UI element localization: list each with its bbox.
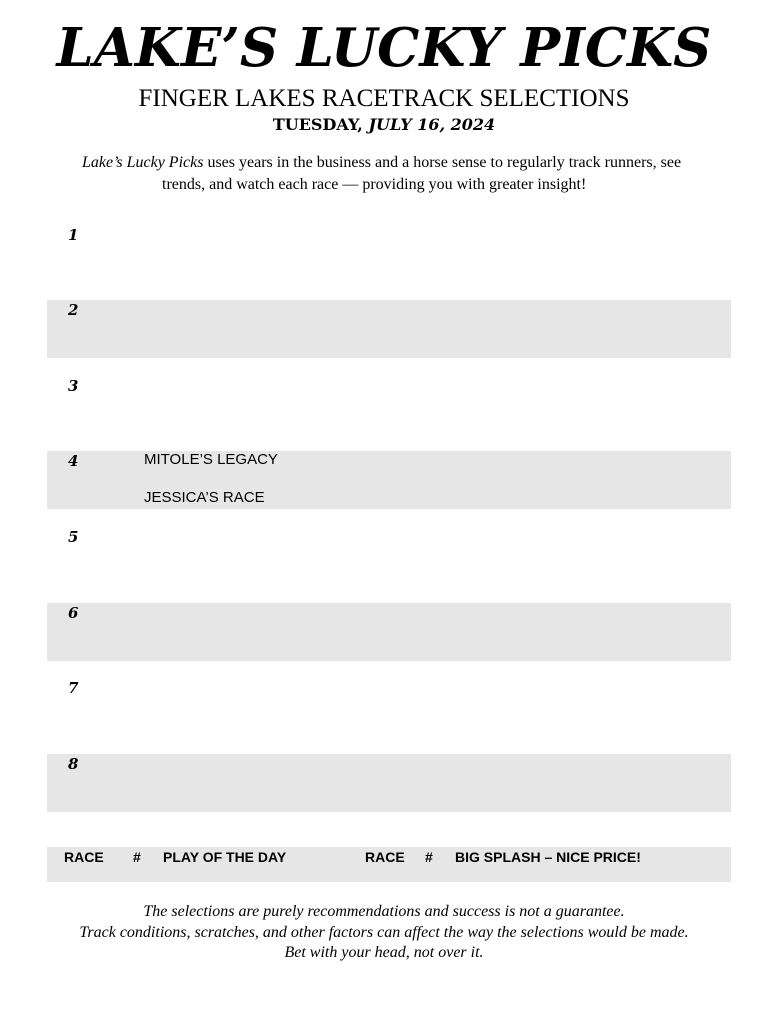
race-day: TUESDAY, [272, 115, 363, 134]
intro-line-1-text: uses years in the business and a horse sense to regularly track runners, see [203, 154, 682, 171]
race-date [0, 115, 768, 135]
race-number: 2 [68, 301, 79, 319]
race-row-2 [47, 300, 731, 358]
page-title: LAKE’S LUCKY PICKS [56, 17, 712, 79]
summary-hash-2: # [425, 849, 433, 865]
intro-line-2: trends, and watch each race — providing you with greater insight! [162, 176, 587, 193]
summary-bar [47, 847, 731, 882]
race-number: 1 [68, 226, 79, 244]
race-number: 3 [68, 377, 79, 395]
play-of-the-day-label: PLAY OF THE DAY [163, 849, 287, 865]
race-row-8 [47, 754, 731, 812]
race-number: 7 [68, 679, 79, 697]
race-row-1 [47, 225, 731, 283]
summary-race-label-2: RACE [365, 849, 405, 865]
page-subtitle: FINGER LAKES RACETRACK SELECTIONS [138, 85, 630, 112]
disclaimer [0, 902, 768, 964]
race-number: 6 [68, 604, 79, 622]
race-number: 5 [68, 528, 79, 546]
summary-race-label-1: RACE [64, 849, 104, 865]
race-pick-1: MITOLE’S LEGACY [144, 451, 278, 468]
race-row-7 [47, 678, 731, 736]
disclaimer-line-3: Bet with your head, not over it. [284, 944, 484, 961]
race-pick-2: JESSICA’S RACE [144, 489, 265, 506]
disclaimer-line-1: The selections are purely recommendations and success is not a guarantee. [143, 903, 625, 920]
race-row-6 [47, 603, 731, 661]
big-splash-label: BIG SPLASH – NICE PRICE! [455, 849, 641, 865]
intro-line-1 [82, 152, 737, 174]
disclaimer-line-2: Track conditions, scratches, and other factors can affect the way the selections would be made. [79, 923, 689, 941]
intro-paragraph [82, 152, 737, 196]
race-row-5 [47, 527, 731, 585]
race-row-3 [47, 376, 731, 434]
race-date-value: JULY 16, 2024 [368, 115, 496, 134]
race-number: 8 [68, 755, 79, 773]
summary-hash-1: # [133, 849, 141, 865]
race-row-4 [47, 451, 731, 509]
race-number: 4 [68, 452, 79, 470]
intro-brand: Lake’s Lucky Picks [82, 154, 204, 171]
